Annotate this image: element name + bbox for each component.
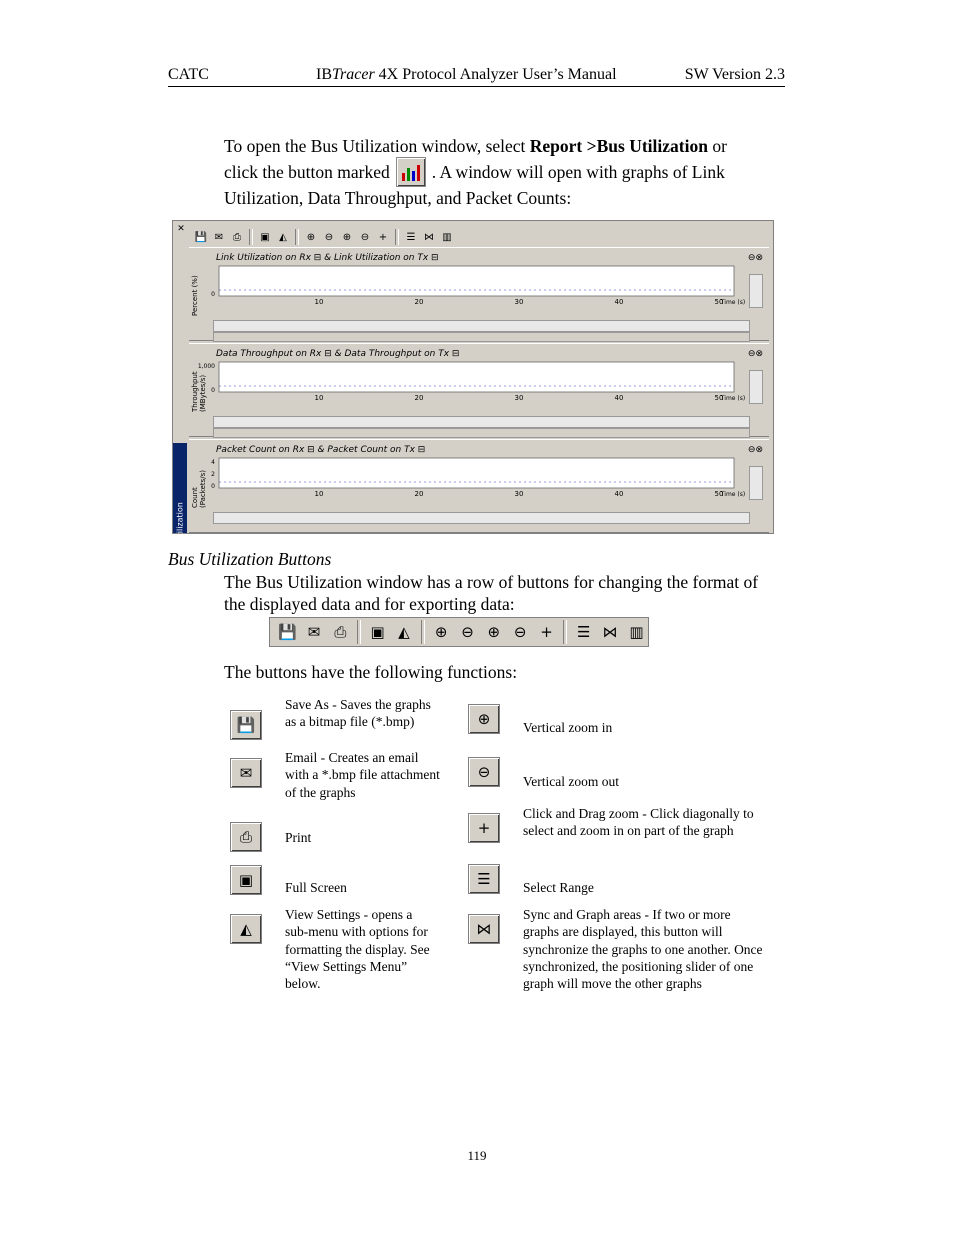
side-title-bar: Bus Utilization	[173, 443, 187, 533]
save-icon[interactable]: 💾	[194, 231, 208, 243]
click-drag-zoom-icon: +	[468, 813, 500, 843]
horizontal-scrollbar[interactable]	[213, 416, 750, 428]
x-tick-label: 10	[314, 394, 324, 402]
email-icon[interactable]: ✉	[307, 623, 321, 641]
x-axis-label: Time (s)	[720, 395, 746, 402]
zoom-in-icon[interactable]: ⊕	[434, 623, 448, 641]
panel-controls-icon[interactable]: ⊖⊗	[747, 349, 763, 359]
fn-sync-graph-areas: Sync and Graph areas - If two or more graphs are displayed, this button will synchronize the graphs to one another. Once synchronized, the positioning slider of one graph will move the other graphs	[523, 907, 763, 992]
email-icon: ✉	[230, 758, 262, 788]
email-icon[interactable]: ✉	[214, 231, 224, 243]
panel-title: Link Utilization on Rx ⊟ & Link Utilization on Tx ⊟	[216, 253, 439, 263]
vertical-zoom-in-icon[interactable]: ⊕	[487, 623, 501, 641]
close-icon[interactable]: ✕	[177, 224, 185, 234]
x-tick-label: 50	[714, 394, 724, 402]
full-screen-icon: ▣	[230, 865, 262, 895]
y-tick-label-max: 4	[211, 459, 215, 466]
panel-plot	[207, 456, 752, 510]
view-settings-icon: ◭	[230, 914, 262, 944]
intro-line-1: To open the Bus Utilization window, select Report >Bus Utilization or	[224, 136, 727, 156]
print-icon: ⎙	[230, 822, 262, 852]
section-heading: Bus Utilization Buttons	[168, 549, 332, 569]
panel-ylabel: Count (Packets/s)	[191, 469, 207, 508]
y-tick-label-min: 0	[211, 483, 215, 490]
x-tick-label: 10	[314, 490, 324, 498]
x-tick-label: 30	[514, 394, 524, 402]
intro-line-2: click the button marked . A window will open with graphs of Link	[224, 157, 727, 187]
fn-full-screen: Full Screen	[285, 880, 347, 895]
panel-ylabel: Throughput (MBytes/s)	[191, 371, 207, 412]
graph-icon[interactable]: ▥	[442, 231, 452, 243]
vertical-zoom-out-icon[interactable]: ⊖	[360, 231, 370, 243]
fn-select-range: Select Range	[523, 880, 594, 895]
vertical-zoom-out-icon: ⊖	[468, 757, 500, 787]
save-icon[interactable]: 💾	[278, 623, 297, 641]
window-toolbar	[193, 227, 455, 247]
x-tick-label: 10	[314, 298, 324, 306]
vertical-zoom-in-icon[interactable]: ⊕	[342, 231, 352, 243]
fn-save: Save As - Saves the graphs as a bitmap file (*.bmp)	[285, 697, 431, 730]
panel-controls-icon[interactable]: ⊖⊗	[747, 445, 763, 455]
x-axis-label: Time (s)	[720, 299, 746, 306]
fn-print: Print	[285, 830, 312, 845]
click-drag-zoom-icon[interactable]: +	[378, 231, 388, 243]
horizontal-scrollbar[interactable]	[213, 512, 750, 524]
panel-controls-icon[interactable]: ⊖⊗	[747, 253, 763, 263]
page-number: 119	[467, 1148, 487, 1163]
y-tick-label-min: 0	[211, 291, 215, 298]
x-tick-label: 40	[614, 490, 624, 498]
select-range-icon: ☰	[468, 864, 500, 894]
x-tick-label: 50	[714, 490, 724, 498]
vertical-zoom-out-icon[interactable]: ⊖	[513, 623, 527, 641]
plot-area	[219, 266, 734, 296]
data-throughput-panel	[189, 343, 769, 437]
header-center: IBTracer 4X Protocol Analyzer User’s Manual	[316, 66, 617, 83]
x-tick-label: 30	[514, 298, 524, 306]
x-tick-label: 20	[414, 298, 424, 306]
sync-graph-areas-icon: ⋈	[468, 914, 500, 944]
panel-title: Data Throughput on Rx ⊟ & Data Throughput on Tx ⊟	[216, 349, 460, 359]
fn-click-drag-zoom: Click and Drag zoom - Click diagonally to select and zoom in on part of the graph	[523, 806, 754, 839]
zoom-out-icon[interactable]: ⊖	[324, 231, 334, 243]
panel-footer-bar	[213, 428, 750, 438]
panel-ylabel: Percent (%)	[191, 275, 199, 316]
x-axis-label: Time (s)	[720, 491, 746, 498]
fn-vertical-zoom-in: Vertical zoom in	[523, 720, 613, 735]
x-tick-label: 20	[414, 490, 424, 498]
section-paragraph: The Bus Utilization window has a row of buttons for changing the format of the displayed data and for exporting data:	[224, 572, 759, 614]
select-range-icon[interactable]: ☰	[406, 231, 416, 243]
x-tick-label: 40	[614, 394, 624, 402]
plot-area	[219, 362, 734, 392]
x-tick-label: 40	[614, 298, 624, 306]
panel-footer-bar	[213, 332, 750, 342]
intro-paragraph	[224, 135, 727, 209]
vertical-scrollbar[interactable]	[749, 370, 763, 404]
link-utilization-panel	[189, 247, 769, 341]
plot-area	[219, 458, 734, 488]
vertical-scrollbar[interactable]	[749, 466, 763, 500]
fn-vertical-zoom-out: Vertical zoom out	[523, 774, 619, 789]
sync-graph-areas-icon[interactable]: ⋈	[602, 623, 618, 641]
click-drag-zoom-icon[interactable]: +	[540, 623, 553, 641]
page-header	[168, 66, 785, 87]
sync-graph-areas-icon[interactable]: ⋈	[424, 231, 434, 243]
graph-icon[interactable]: ▥	[629, 623, 644, 641]
print-icon[interactable]: ⎙	[334, 623, 347, 641]
x-tick-label: 20	[414, 394, 424, 402]
fn-email: Email - Creates an email with a *.bmp file attachment of the graphs	[285, 750, 440, 800]
panel-title: Packet Count on Rx ⊟ & Packet Count on Tx ⊟	[216, 445, 426, 455]
y-tick-label-mid: 2	[211, 471, 215, 478]
zoom-in-icon[interactable]: ⊕	[306, 231, 316, 243]
y-tick-label-max: 1,000	[197, 363, 215, 370]
x-tick-label: 30	[514, 490, 524, 498]
select-range-icon[interactable]: ☰	[577, 623, 591, 641]
fn-view-settings: View Settings - opens a sub-menu with options for formatting the display. See “View Settings Menu” below.	[285, 907, 430, 992]
side-strip	[173, 237, 187, 560]
header-left: CATC	[168, 66, 209, 83]
functions-intro: The buttons have the following functions:	[224, 662, 518, 682]
header-right: SW Version 2.3	[684, 66, 785, 83]
vertical-zoom-in-icon: ⊕	[468, 704, 500, 734]
y-tick-label-min: 0	[211, 387, 215, 394]
panel-plot	[207, 264, 752, 318]
bus-utilization-toolbar	[269, 617, 649, 647]
save-icon: 💾	[230, 710, 262, 740]
x-tick-label: 50	[714, 298, 724, 306]
packet-count-panel	[189, 439, 769, 533]
view-settings-icon[interactable]: ◭	[279, 231, 287, 243]
view-settings-icon[interactable]: ◭	[398, 623, 410, 641]
full-screen-icon[interactable]: ▣	[370, 623, 385, 641]
horizontal-scrollbar[interactable]	[213, 320, 750, 332]
vertical-scrollbar[interactable]	[749, 274, 763, 308]
zoom-out-icon[interactable]: ⊖	[461, 623, 474, 641]
print-icon[interactable]: ⎙	[233, 231, 241, 243]
intro-line-3: Utilization, Data Throughput, and Packet Counts:	[224, 188, 572, 208]
full-screen-icon[interactable]: ▣	[260, 231, 270, 243]
bus-utilization-button-icon	[396, 157, 426, 187]
